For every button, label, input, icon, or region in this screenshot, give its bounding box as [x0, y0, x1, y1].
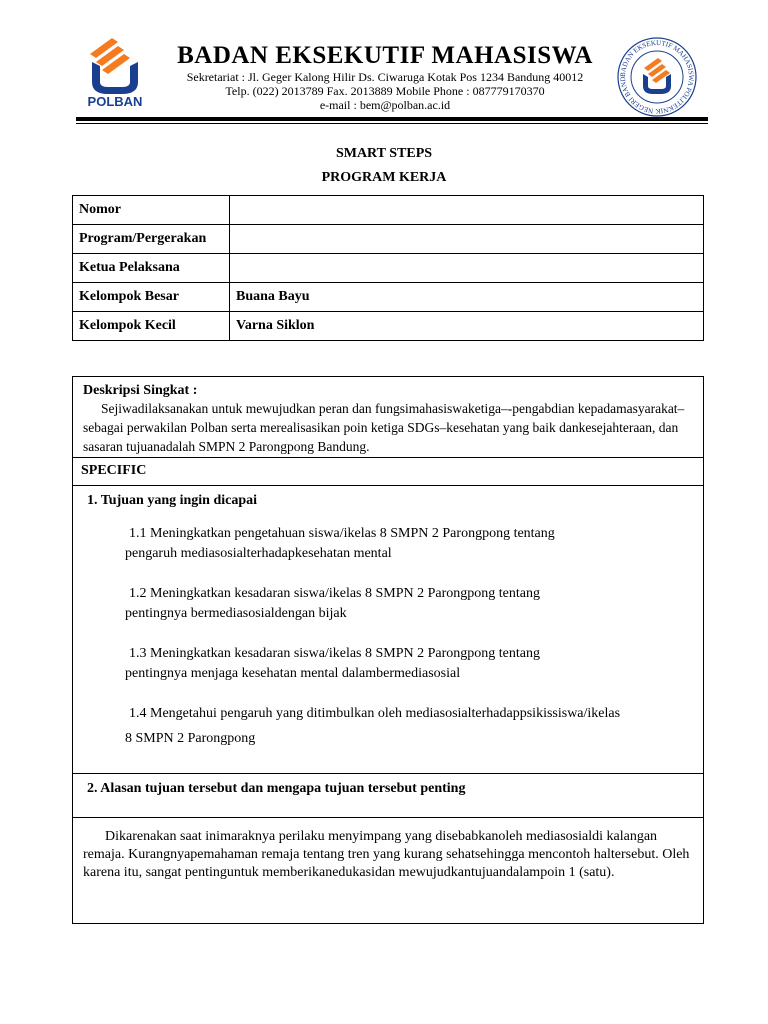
- description-body: Sejiwadilaksanakan untuk mewujudkan peran dan fungsimahasiswaketiga–-pengabdian kepadamasyarakat– sebagai perwakilan Polban serta merealisasikan poin ketiga SDGs–kesehatan yang baik dankesejahteraan, dan sasaran tujuanadalah SMPN 2 Parongpong Bandung.: [83, 401, 685, 454]
- bem-seal-icon: [616, 36, 698, 118]
- row-value-kelompok-kecil: Varna Siklon: [230, 312, 704, 341]
- email-line: e-mail : bem@polban.ac.id: [319, 98, 451, 112]
- goal-1-3-line1: 1.3 Meningkatkan kesadaran siswa/ikelas 8 SMPN 2 Parongpong tentang: [129, 646, 540, 661]
- row-value-program: [230, 225, 704, 254]
- doc-title: SMART STEPS: [335, 146, 433, 161]
- phone-line: Telp. (022) 2013789 Fax. 2013889 Mobile Phone : 087779170370: [225, 84, 545, 98]
- table-row: [73, 254, 704, 283]
- info-table: [72, 195, 704, 341]
- goal-1-1-line2: pengaruh mediasosialterhadapkesehatan mental: [125, 546, 392, 561]
- goal-1-1-line1: 1.1 Meningkatkan pengetahuan siswa/ikelas 8 SMPN 2 Parongpong tentang: [129, 526, 555, 541]
- table-row: [73, 283, 704, 312]
- row-value-kelompok-besar: Buana Bayu: [230, 283, 704, 312]
- seal-text: BADAN EKSEKUTIF MAHASISWA POLITEKNIK NEGERI BAND: [618, 38, 696, 116]
- table-row: [73, 225, 704, 254]
- question-1: 1. Tujuan yang ingin dicapai: [87, 493, 258, 508]
- row-value-nomor: [230, 196, 704, 225]
- goal-1-3-line2: pentingnya menjaga kesehatan mental dalambermediasosial: [125, 666, 461, 681]
- table-row: [73, 196, 704, 225]
- address-line: Sekretariat : Jl. Geger Kalong Hilir Ds. Ciwaruga Kotak Pos 1234 Bandung 40012: [186, 70, 584, 84]
- list-item: [125, 586, 695, 622]
- doc-subtitle: PROGRAM KERJA: [321, 170, 447, 185]
- goal-1-2-line1: 1.2 Meningkatkan kesadaran siswa/ikelas 8 SMPN 2 Parongpong tentang: [129, 586, 540, 601]
- row-label-kelompok-kecil: Kelompok Kecil: [73, 312, 230, 341]
- question-2: 2. Alasan tujuan tersebut dan mengapa tujuan tersebut penting: [87, 781, 466, 796]
- row-label-ketua: Ketua Pelaksana: [73, 254, 230, 283]
- goal-1-4-line1: 1.4 Mengetahui pengaruh yang ditimbulkan oleh mediasosialterhadappsikissiswa/ikelas: [129, 706, 621, 721]
- smart-section-box: [72, 376, 704, 924]
- reason-body: Dikarenakan saat inimaraknya perilaku menyimpang yang disebabkanoleh mediasosialdi kalangan remaja. Kurangnyapemahaman remaja tentang tren yang kurang sehatsehingga mencontoh haltersebut. Oleh karena itu, sangat pentinguntuk memberikanedukasidan mewujudkantujuandalampoin 1 (satu).: [83, 829, 690, 880]
- row-label-kelompok-besar: Kelompok Besar: [73, 283, 230, 312]
- header-rule-thick: [76, 117, 708, 121]
- list-item: [125, 706, 695, 747]
- header-rule-thin: [76, 123, 708, 124]
- polban-logo: [82, 32, 146, 114]
- row-label-nomor: Nomor: [73, 196, 230, 225]
- description-heading: Deskripsi Singkat :: [83, 383, 198, 398]
- list-item: [125, 526, 695, 562]
- divider: [73, 485, 703, 486]
- divider: [73, 773, 703, 774]
- table-row: [73, 312, 704, 341]
- goal-1-4-line2: 8 SMPN 2 Parongpong: [125, 731, 256, 746]
- divider: [73, 817, 703, 818]
- polban-logo-text: POLBAN: [87, 94, 143, 109]
- specific-heading: SPECIFIC: [81, 463, 147, 478]
- row-value-ketua: [230, 254, 704, 283]
- list-item: [125, 646, 695, 682]
- org-name: BADAN EKSEKUTIF MAHASISWA: [177, 42, 593, 69]
- divider: [73, 457, 703, 458]
- bem-seal: [616, 36, 698, 118]
- goal-1-2-line2: pentingnya bermediasosialdengan bijak: [125, 606, 347, 621]
- row-label-program: Program/Pergerakan: [73, 225, 230, 254]
